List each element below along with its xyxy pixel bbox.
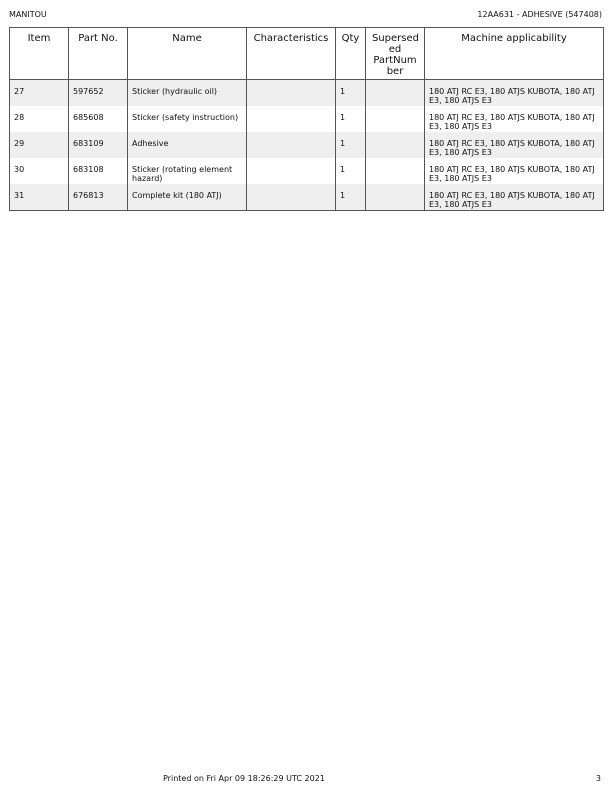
cell-name: Complete kit (180 ATJ) (128, 184, 247, 211)
cell-qty: 1 (336, 158, 366, 184)
cell-superseded (366, 158, 425, 184)
column-header-item: Item (10, 28, 69, 80)
cell-item: 31 (10, 184, 69, 211)
table-row (10, 80, 604, 107)
column-header-applicability: Machine applicability (425, 28, 604, 80)
cell-name: Adhesive (128, 132, 247, 158)
cell-part-no: 683108 (69, 158, 128, 184)
cell-superseded (366, 184, 425, 211)
table-row (10, 132, 604, 158)
cell-item: 29 (10, 132, 69, 158)
parts-table (9, 27, 604, 211)
cell-qty: 1 (336, 106, 366, 132)
cell-qty: 1 (336, 184, 366, 211)
print-timestamp: Printed on Fri Apr 09 18:26:29 UTC 2021 (163, 774, 325, 783)
column-header-part-no: Part No. (69, 28, 128, 80)
cell-item: 30 (10, 158, 69, 184)
cell-applicability: 180 ATJ RC E3, 180 ATJS KUBOTA, 180 ATJ E3, 180 ATJS E3 (425, 184, 604, 211)
cell-item: 27 (10, 80, 69, 107)
cell-superseded (366, 80, 425, 107)
cell-applicability: 180 ATJ RC E3, 180 ATJS KUBOTA, 180 ATJ E3, 180 ATJS E3 (425, 132, 604, 158)
cell-qty: 1 (336, 132, 366, 158)
brand-name: MANITOU (9, 10, 47, 19)
cell-qty: 1 (336, 80, 366, 107)
cell-superseded (366, 132, 425, 158)
column-header-superseded: Supersed ed PartNum ber (366, 28, 425, 80)
cell-part-no: 685608 (69, 106, 128, 132)
document-reference: 12AA631 - ADHESIVE (547408) (477, 10, 602, 19)
cell-item: 28 (10, 106, 69, 132)
cell-characteristics (247, 184, 336, 211)
table-row (10, 158, 604, 184)
cell-part-no: 683109 (69, 132, 128, 158)
column-header-name: Name (128, 28, 247, 80)
cell-name: Sticker (safety instruction) (128, 106, 247, 132)
page-number: 3 (595, 774, 601, 783)
cell-applicability: 180 ATJ RC E3, 180 ATJS KUBOTA, 180 ATJ E3, 180 ATJS E3 (425, 106, 604, 132)
cell-characteristics (247, 132, 336, 158)
cell-characteristics (247, 106, 336, 132)
column-header-qty: Qty (336, 28, 366, 80)
cell-name: Sticker (rotating element hazard) (128, 158, 247, 184)
cell-characteristics (247, 80, 336, 107)
column-header-characteristics: Characteristics (247, 28, 336, 80)
table-row (10, 106, 604, 132)
cell-applicability: 180 ATJ RC E3, 180 ATJS KUBOTA, 180 ATJ E3, 180 ATJS E3 (425, 80, 604, 107)
cell-part-no: 597652 (69, 80, 128, 107)
cell-characteristics (247, 158, 336, 184)
table-header-row (10, 28, 604, 80)
cell-applicability: 180 ATJ RC E3, 180 ATJS KUBOTA, 180 ATJ E3, 180 ATJS E3 (425, 158, 604, 184)
table-row (10, 184, 604, 211)
cell-superseded (366, 106, 425, 132)
cell-part-no: 676813 (69, 184, 128, 211)
cell-name: Sticker (hydraulic oil) (128, 80, 247, 107)
